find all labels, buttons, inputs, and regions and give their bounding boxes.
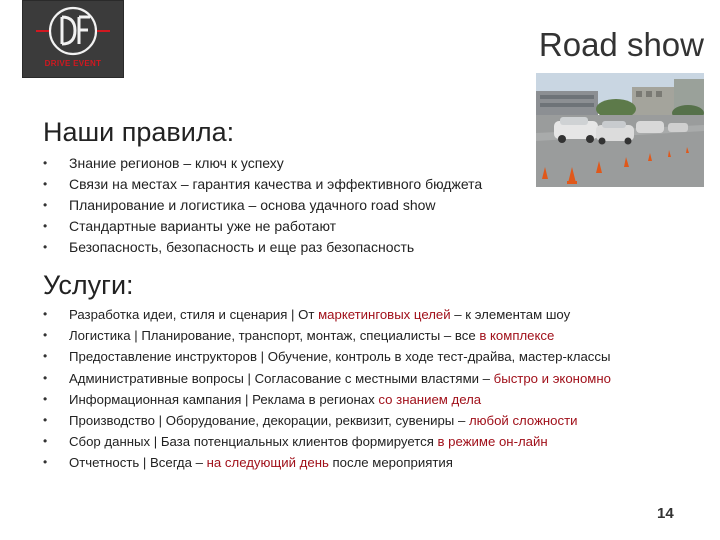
- services-list: [43, 304, 611, 474]
- rule-item: • Планирование и логистика – основа удачного road show: [43, 195, 482, 216]
- service-item: • Административные вопросы | Согласование с местными властями – быстро и экономно: [43, 368, 611, 389]
- rule-item: • Связи на местах – гарантия качества и эффективного бюджета: [43, 174, 482, 195]
- rule-item: • Знание регионов – ключ к успеху: [43, 153, 482, 174]
- service-item: • Логистика | Планирование, транспорт, монтаж, специалисты – все в комплексе: [43, 325, 611, 346]
- service-item: • Информационная кампания | Реклама в регионах со знанием дела: [43, 389, 611, 410]
- rule-item: • Стандартные варианты уже не работают: [43, 216, 482, 237]
- services-heading: Услуги:: [43, 270, 134, 300]
- service-item: • Предоставление инструкторов | Обучение, контроль в ходе тест-драйва, мастер-классы: [43, 346, 611, 367]
- company-logo: [22, 0, 124, 78]
- service-item: • Производство | Оборудование, декорации, реквизит, сувениры – любой сложности: [43, 410, 611, 431]
- service-item: • Разработка идеи, стиля и сценария | От маркетинговых целей – к элементам шоу: [43, 304, 611, 325]
- rules-heading: Наши правила:: [43, 117, 235, 147]
- page-number: 14: [657, 505, 674, 522]
- car-photo: [536, 73, 704, 187]
- service-item: • Отчетность | Всегда – на следующий день после мероприятия: [43, 452, 611, 473]
- service-item: • Сбор данных | База потенциальных клиентов формируется в режиме он-лайн: [43, 431, 611, 452]
- logo-caption: DRIVE EVENT: [44, 59, 102, 68]
- slide-title: Road show: [538, 26, 704, 63]
- rules-list: [43, 153, 482, 258]
- rule-item: • Безопасность, безопасность и еще раз безопасность: [43, 237, 482, 258]
